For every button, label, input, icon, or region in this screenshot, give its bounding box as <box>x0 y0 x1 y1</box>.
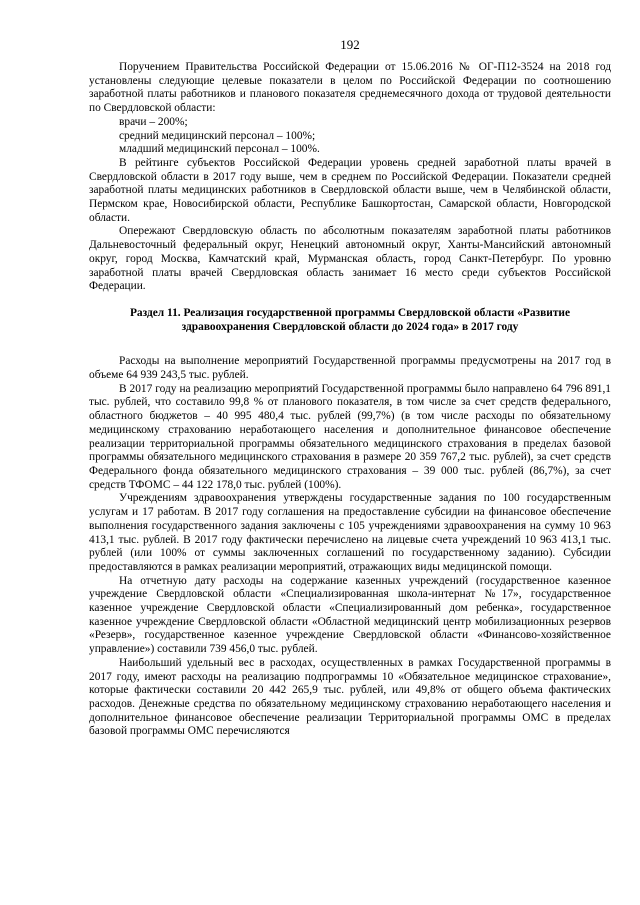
paragraph-leaders: Опережают Свердловскую область по абсолютным показателям заработной платы работников Дальневосточный федеральный округ, Ненецкий автономный округ, Ханты-Мансийский автономный округ, город Москва, Камчатский край, Мурманская область, город Санкт-Петербург. По уровню заработной платы врачей Свердловская область занимает 16 место среди субъектов Российской Федерации. <box>89 225 611 293</box>
paragraph-largest-share: Наибольший удельный вес в расходах, осуществленных в рамках Государственной программы в 2017 году, имеют расходы на реализацию подпрограммы 10 «Обязательное медицинское страхование», которые фактически составили 20 442 265,9 тыс. рублей, или 49,8% от общего объема фактических расходов. Денежные средства по обязательному медицинскому страхованию неработающего населения и дополнительное финансовое обеспечение реализации Территориальной программы ОМС в пределах базовой программы ОМС перечисляются <box>89 656 611 738</box>
list-item-junior-medical: младший медицинский персонал – 100%. <box>119 143 320 156</box>
paragraph-targets-intro: Поручением Правительства Российской Федерации от 15.06.2016 № ОГ-П12-3524 на 2018 год установлены следующие целевые показатели в целом по Российской Федерации по соотношению заработной платы работников и планового показателя среднемесячного дохода от трудовой деятельности по Свердловской области: <box>89 61 611 115</box>
body-text <box>89 61 611 739</box>
paragraph-expenses-planned: Расходы на выполнение мероприятий Государственной программы предусмотрены на 2017 год в объеме 64 939 243,5 тыс. рублей. <box>89 355 611 382</box>
list-item-doctors: врачи – 200%; <box>119 115 188 128</box>
section-heading: Раздел 11. Реализация государственной программы Свердловской области «Развитие здравоохранения Свердловской области до 2024 года» в 2017 году <box>129 306 571 333</box>
paragraph-rating: В рейтинге субъектов Российской Федерации уровень средней заработной платы врачей в Свердловской области в 2017 году выше, чем в среднем по Российской Федерации. Показатели средней заработной платы медицинских работников в Свердловской области выше, чем в Челябинской области, Пермском крае, Новосибирской области, Республике Башкортостан, Самарской области, Новгородской области. <box>89 156 611 224</box>
page-number: 192 <box>340 37 360 52</box>
paragraph-state-tasks: Учреждениям здравоохранения утверждены государственные задания по 100 государственным услугам и 17 работам. В 2017 году соглашения на предоставление субсидии на финансовое обеспечение выполнения государственного задания заключены с 105 учреждениями здравоохранения на сумму 10 963 413,1 тыс. рублей. В 2017 году фактически перечислено на лицевые счета учреждений 10 963 413,1 тыс. рублей (или 100% от суммы заключенных соглашений по государственному заданию). Субсидии предоставляются в рамках реализации мероприятий, отражающих виды медицинской помощи. <box>89 492 611 573</box>
paragraph-state-institutions: На отчетную дату расходы на содержание казенных учреждений (государственное казенное учреждение Свердловской области «Специализированная школа-интернат №17», государственное казенное учреждение Свердловской области «Специализированный дом ребенка», государственное казенное учреждение Свердловской области «Областной медицинский центр мобилизационных резервов «Резерв», государственное казенное учреждение Свердловской области «Финансово-хозяйственное управление») составили 739 456,0 тыс. рублей. <box>89 574 611 656</box>
list-item-mid-medical: средний медицинский персонал – 100%; <box>119 129 316 142</box>
paragraph-expenses-actual: В 2017 году на реализацию мероприятий Государственной программы было направлено 64 796 891,1 тыс. рублей, что составило 99,8 % от планового показателя, в том числе за счет средств федерального, областного бюджетов – 40 995 480,4 тыс. рублей (99,7%) (в том числе расходы по обязательному медицинскому страхованию неработающего населения и дополнительное финансовое обеспечение реализации территориальной программы обязательного медицинского страхования в пределах базовой программы обязательного медицинского страхования в размере 20 359 767,2 тыс. рублей), за счет средств Федерального фонда обязательного медицинского страхования – 39 000 тыс. рублей (86,7%), за счет средств ТФОМС – 44 122 178,0 тыс. рублей (100%). <box>89 382 611 491</box>
document-page <box>89 38 611 739</box>
